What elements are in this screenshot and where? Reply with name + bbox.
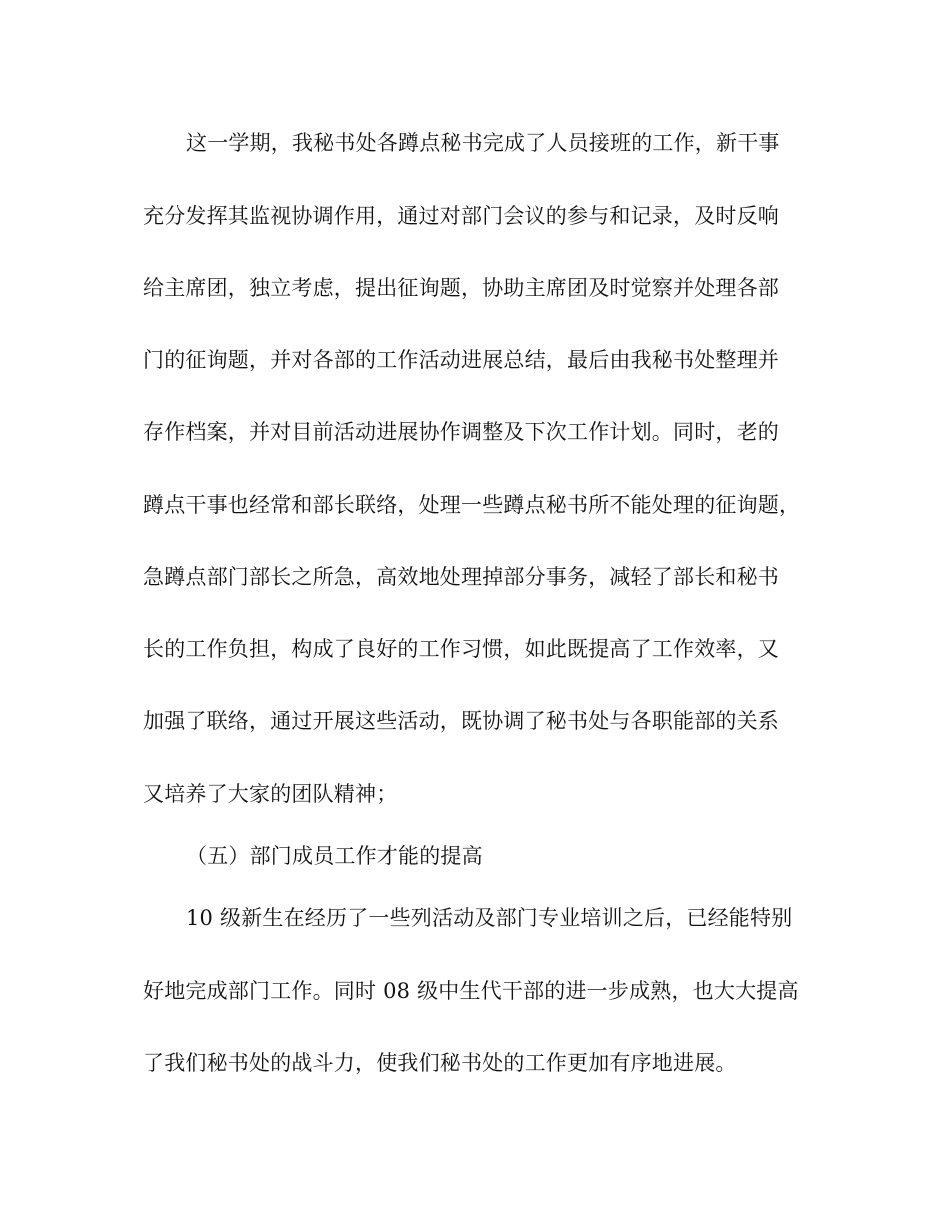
paragraph-line: 好地完成部门工作。同时 08 级中生代干部的进一步成熟，也大大提高 — [143, 979, 799, 1003]
section-heading: （五）部门成员工作才能的提高 — [186, 844, 483, 868]
paragraph-line: 了我们秘书处的战斗力，使我们秘书处的工作更加有序地进展。 — [143, 1051, 737, 1075]
paragraph-line: 蹲点干事也经常和部长联络，处理一些蹲点秘书所不能处理的征询题， — [143, 493, 801, 517]
paragraph-line: 这一学期，我秘书处各蹲点秘书完成了人员接班的工作，新干事 — [186, 131, 780, 155]
paragraph-line: 门的征询题，并对各部的工作活动进展总结，最后由我秘书处整理并 — [143, 348, 779, 372]
paragraph-line: 10 级新生在经历了一些列活动及部门专业培训之后，已经能特别 — [186, 906, 793, 930]
paragraph-line: 充分发挥其监视协调作用，通过对部门会议的参与和记录，及时反响 — [143, 204, 779, 228]
paragraph-line: 存作档案，并对目前活动进展协作调整及下次工作计划。同时，老的 — [143, 420, 779, 444]
paragraph-line: 又培养了大家的团队精神； — [143, 782, 398, 806]
paragraph-line: 急蹲点部门部长之所急，高效地处理掉部分事务，减轻了部长和秘书 — [143, 565, 779, 589]
paragraph-line: 加强了联络，通过开展这些活动，既协调了秘书处与各职能部的关系 — [143, 709, 779, 733]
paragraph-line: 给主席团，独立考虑，提出征询题，协助主席团及时觉察并处理各部 — [143, 276, 779, 300]
paragraph-line: 长的工作负担，构成了良好的工作习惯，如此既提高了工作效率，又 — [143, 637, 779, 661]
